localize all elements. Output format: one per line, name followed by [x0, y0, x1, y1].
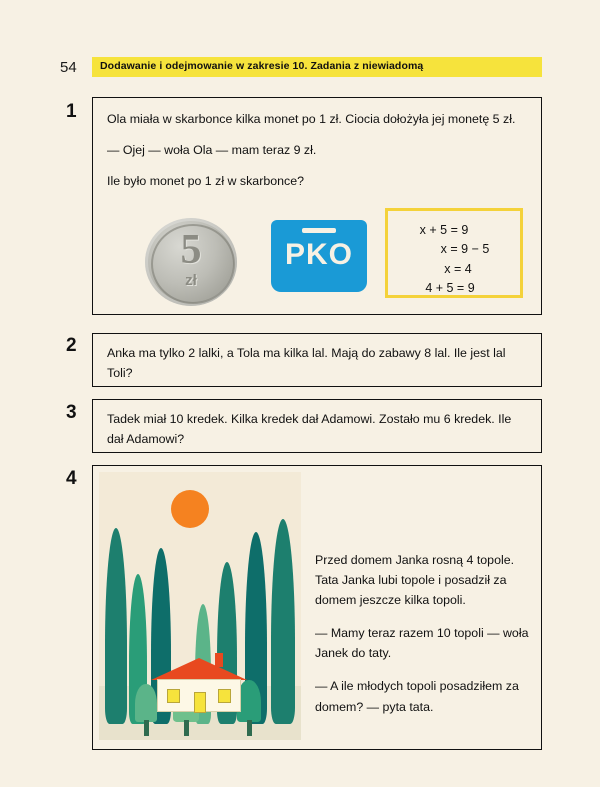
header-band [92, 57, 542, 77]
poplar-tree [271, 519, 295, 724]
equation-line-2: x = 9 − 5 [440, 242, 490, 257]
door [194, 692, 206, 713]
coin-currency: zł [185, 272, 197, 289]
equation-line-4: 4 + 5 = 9 [425, 281, 475, 296]
equation-line-1: x + 5 = 9 [419, 223, 469, 237]
equation-panel [385, 208, 523, 298]
exercise-box-2 [92, 333, 542, 387]
exercise-3-text: Tadek miał 10 kredek. Kilka kredek dał Adamowi. Zostało mu 6 kredek. Ile dał Adamowi? [107, 412, 512, 447]
exercise-box-4 [92, 465, 542, 750]
exercise-number-1: 1 [66, 101, 77, 122]
bank-logo-text: PKO [284, 238, 353, 271]
exercise-box-3 [92, 399, 542, 453]
equation-list [388, 221, 526, 299]
exercise-1-paragraph-1: Ola miała w skarbonce kilka monet po 1 zł. Ciocia dołożyła jej monetę 5 zł. [107, 112, 516, 126]
exercise-1-paragraph-3: Ile było monet po 1 zł w skarbonce? [107, 174, 304, 189]
header-title: Dodawanie i odejmowanie w zakresie 10. Zadania z niewiadomą [100, 60, 424, 72]
exercise-4-text [315, 550, 531, 730]
exercise-number-2: 2 [66, 335, 77, 356]
roof [151, 658, 247, 680]
house-illustration [157, 658, 241, 712]
exercise-number-3: 3 [66, 402, 77, 423]
exercise-number-4: 4 [66, 468, 77, 489]
landscape-illustration [99, 472, 301, 740]
sun-icon [171, 490, 209, 528]
equation-line-3: x = 4 [444, 261, 472, 276]
round-tree [135, 684, 157, 722]
exercise-1-text [107, 109, 527, 204]
coin-illustration [145, 218, 237, 306]
coin-slot [302, 228, 336, 233]
window [218, 689, 231, 703]
poplar-tree [105, 528, 127, 724]
exercise-box-1 [92, 97, 542, 315]
window [167, 689, 180, 703]
page-header [60, 57, 542, 78]
exercise-4-paragraph-2: — Mamy teraz razem 10 topoli — woła Janek do taty. [315, 626, 529, 661]
exercise-4-paragraph-1: Przed domem Janka rosną 4 topole. Tata Janka lubi topole i posadził za domem jeszcze kilka topoli. [315, 553, 515, 608]
exercise-2-text: Anka ma tylko 2 lalki, a Tola ma kilka lal. Mają do zabawy 8 lal. Ile jest lal Toli? [107, 346, 506, 381]
exercise-4-paragraph-3: — A ile młodych topoli posadziłem za domem? — pyta tata. [315, 679, 519, 714]
coin-value: 5 [180, 227, 202, 273]
page-number: 54 [60, 59, 77, 76]
exercise-1-paragraph-2: — Ojej — woła Ola — mam teraz 9 zł. [107, 143, 317, 158]
house-body [157, 679, 241, 712]
piggy-bank-illustration [271, 220, 367, 300]
